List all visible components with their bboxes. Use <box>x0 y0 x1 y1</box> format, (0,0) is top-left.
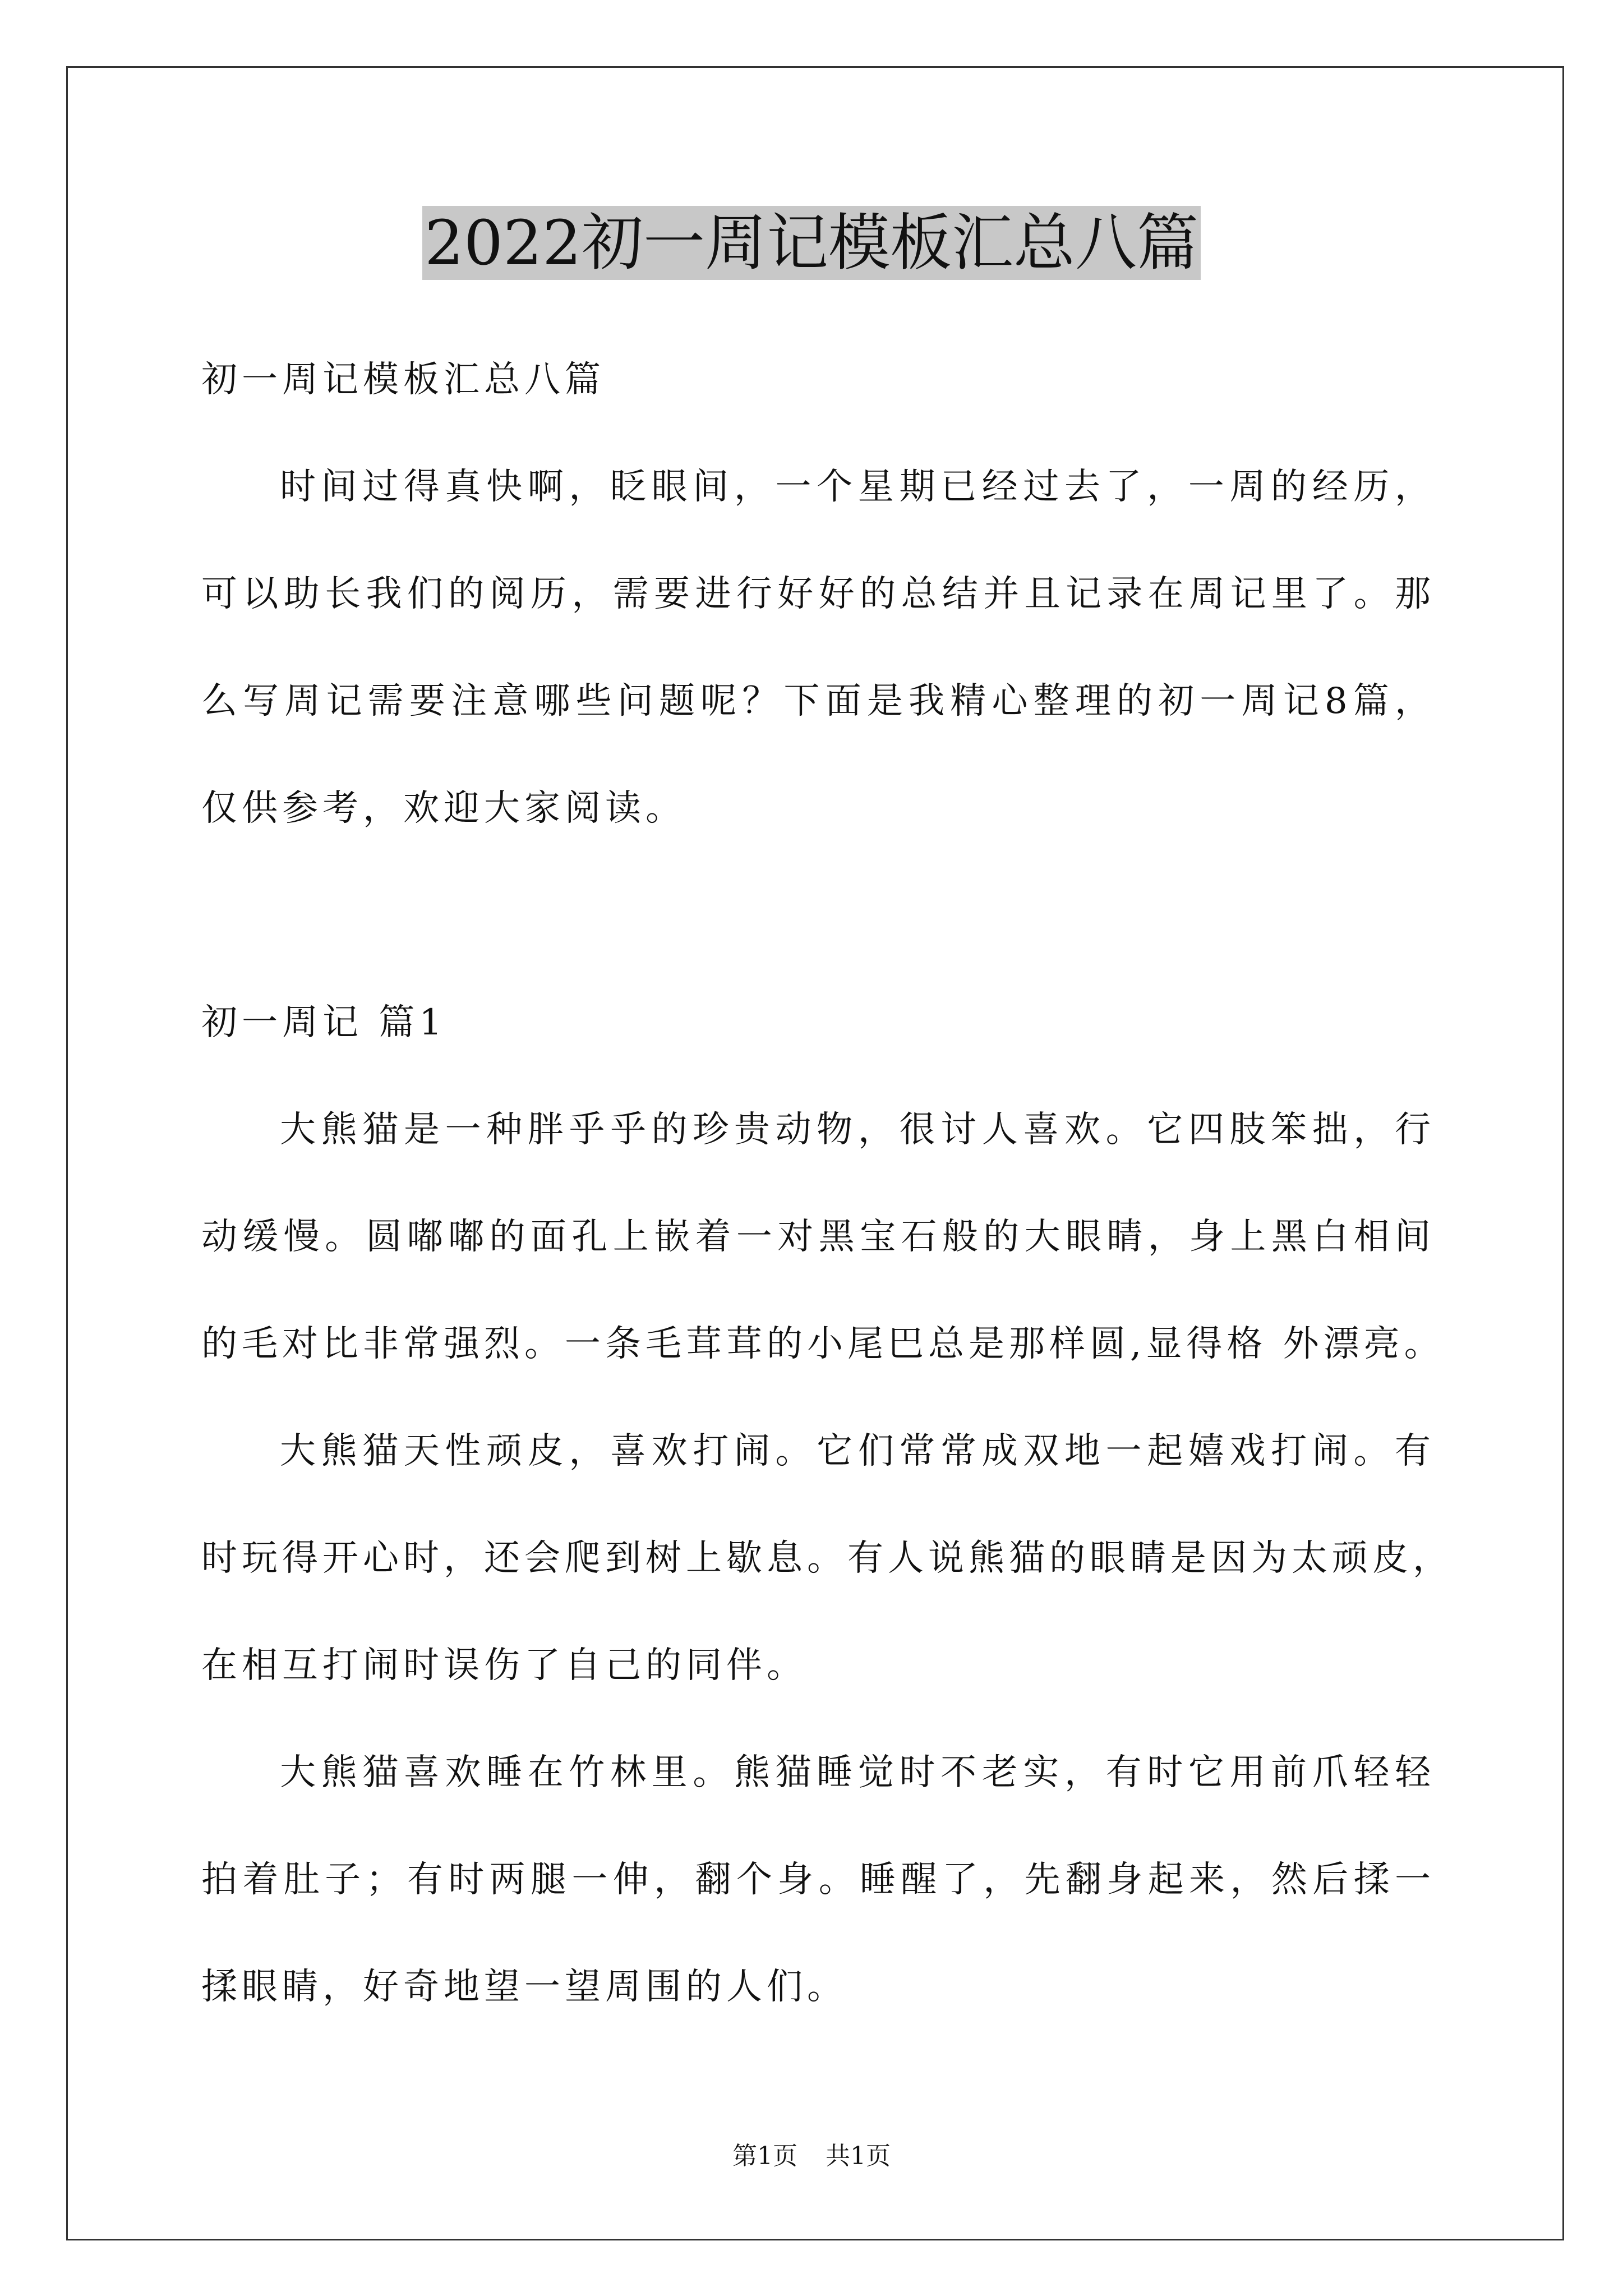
document-title: 2022初一周记模板汇总八篇 <box>422 206 1201 280</box>
title-container <box>0 206 1623 280</box>
paragraph-line: 时间过得真快啊，眨眼间，一个星期已经过去了，一周的经历， <box>280 466 1435 508</box>
section-heading: 初一周记 篇1 <box>201 1002 447 1043</box>
paragraph-line: 么写周记需要注意哪些问题呢？下面是我精心整理的初一周记8篇， <box>201 680 1435 722</box>
document-body <box>201 326 1453 2041</box>
paragraph-line: 动缓慢。圆嘟嘟的面孔上嵌着一对黑宝石般的大眼睛，身上黑白相间 <box>201 1216 1435 1258</box>
body-paragraph <box>201 1398 1453 1719</box>
body-paragraph <box>201 1719 1435 2041</box>
body-paragraph <box>201 1076 1445 1398</box>
paragraph-line: 仅供参考，欢迎大家阅读。 <box>201 788 686 829</box>
paragraph-line: 可以助长我们的阅历，需要进行好好的总结并且记录在周记里了。那 <box>201 573 1435 615</box>
page-number: 第1页 <box>732 2142 797 2170</box>
intro-paragraph <box>201 434 1435 862</box>
paragraph-line: 在相互打闹时误伤了自己的同伴。 <box>201 1645 807 1686</box>
document-subtitle: 初一周记模板汇总八篇 <box>201 359 605 401</box>
paragraph-line: 揉眼睛，好奇地望一望周围的人们。 <box>201 1966 847 2008</box>
paragraph-line: 拍着肚子；有时两腿一伸，翻个身。睡醒了，先翻身起来，然后揉一 <box>201 1859 1435 1901</box>
paragraph-line: 大熊猫喜欢睡在竹林里。熊猫睡觉时不老实，有时它用前爪轻轻 <box>280 1752 1435 1793</box>
page-total: 共1页 <box>826 2142 891 2170</box>
page-footer <box>0 2139 1623 2173</box>
paragraph-line: 大熊猫天性顽皮，喜欢打闹。它们常常成双地一起嬉戏打闹。有 <box>280 1430 1435 1472</box>
paragraph-line: 大熊猫是一种胖乎乎的珍贵动物，很讨人喜欢。它四肢笨拙，行 <box>280 1109 1435 1151</box>
paragraph-line: 时玩得开心时，还会爬到树上歇息。有人说熊猫的眼睛是因为太顽皮， <box>201 1538 1453 1579</box>
paragraph-line: 的毛对比非常强烈。一条毛茸茸的小尾巴总是那样圆,显得格 外漂亮。 <box>201 1323 1445 1365</box>
